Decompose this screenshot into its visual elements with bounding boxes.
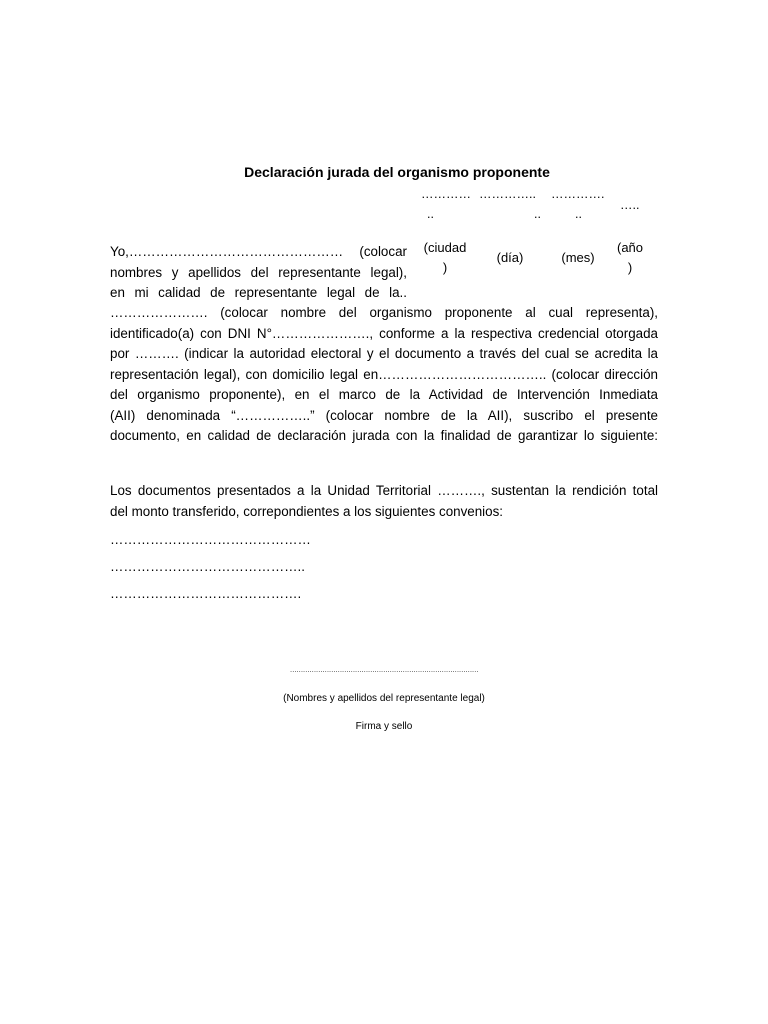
convenios-list bbox=[110, 530, 311, 611]
p1-line-4: …………………. (colocar nombre del organismo proponente al cual representa), bbox=[110, 305, 658, 320]
date-day-dots-cont: .. bbox=[534, 207, 541, 221]
signature-line: …………………………………………………………………………… bbox=[289, 667, 479, 674]
signature-sign-label: Firma y sello bbox=[355, 721, 413, 732]
date-day-dots: ………….. bbox=[479, 187, 536, 201]
year-label-line1: (año bbox=[616, 240, 644, 255]
p1-line-3: en mi calidad de representante legal de la.. bbox=[110, 285, 407, 300]
p1-line-1b: (colocar bbox=[359, 244, 407, 259]
p1-line-1a: Yo,………………………………………… bbox=[110, 244, 344, 259]
date-city-dots: ………… bbox=[421, 187, 471, 201]
date-year-label bbox=[612, 238, 648, 278]
date-city-label bbox=[418, 238, 472, 278]
list-item: ……………………………………. bbox=[110, 586, 302, 601]
paragraph-1-body bbox=[110, 303, 658, 447]
p1-line-6: por ………. (indicar la autoridad electoral y el documento a través del cual se acredita la bbox=[110, 346, 658, 361]
city-label-line1: (ciudad bbox=[423, 240, 467, 255]
year-label-line2: ) bbox=[627, 260, 633, 275]
paragraph-2 bbox=[110, 481, 658, 522]
p2-line-1: Los documentos presentados a la Unidad Territorial ………., sustentan la rendición total bbox=[110, 483, 658, 498]
p1-line-1 bbox=[110, 242, 407, 263]
paragraph-1-intro bbox=[110, 242, 407, 304]
city-label-line2: ) bbox=[442, 260, 448, 275]
p1-line-5: identificado(a) con DNI N°…………………., conforme a la respectiva credencial otorgada bbox=[110, 325, 658, 341]
date-month-dots: …………. bbox=[551, 187, 605, 201]
date-day-label: (día) bbox=[496, 250, 524, 265]
p1-line-9: (AII) denominada “……………..” (colocar nombre de la AII), suscribo el presente bbox=[110, 407, 658, 423]
date-month-dots-cont: .. bbox=[575, 207, 582, 221]
signature-name-label: (Nombres y apellidos del representante legal) bbox=[283, 693, 485, 704]
p1-line-7: representación legal), con domicilio legal en……………………………….. (colocar dirección bbox=[110, 366, 658, 382]
list-item: …………………………………….. bbox=[110, 559, 305, 574]
page-title: Declaración jurada del organismo proponente bbox=[244, 164, 550, 180]
list-item: ……………………………………… bbox=[110, 532, 311, 547]
p2-line-2: del monto transferido, correpondientes a los siguientes convenios: bbox=[110, 503, 504, 519]
date-year-dots: ….. bbox=[620, 198, 640, 212]
p1-line-8: del organismo proponente), en el marco de la Actividad de Intervención Inmediata bbox=[110, 387, 658, 402]
p1-line-2: nombres y apellidos del representante legal), bbox=[110, 264, 407, 280]
p1-line-10: documento, en calidad de declaración jurada con la finalidad de garantizar lo siguiente: bbox=[110, 428, 658, 443]
date-month-label: (mes) bbox=[561, 250, 595, 265]
date-city-dots-cont: .. bbox=[427, 207, 434, 221]
